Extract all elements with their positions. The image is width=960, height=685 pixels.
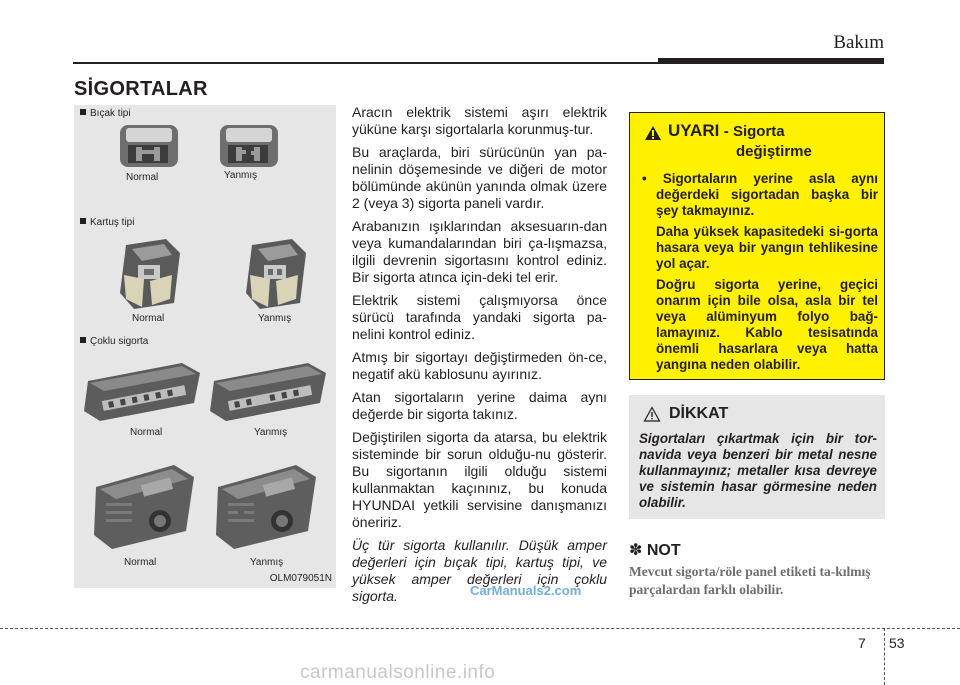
multi-fuse-cover-blown-image (214, 461, 320, 551)
warning-box (629, 112, 885, 380)
body-paragraph: Değiştirilen sigorta da atarsa, bu elektrik sisteminde bir sorun olduğu-nu gösterir. Bu sigortanın ilgili olduğu sistemi kullanmaktan kaçınınız, bu konuda HYUNDAI yetkili servisine danışmanızı öneririz. (352, 429, 607, 530)
body-text (352, 104, 607, 611)
cartridge-type-label: Kartuş tipi (80, 217, 134, 228)
warning-subtitle: - Sigorta (723, 123, 785, 140)
body-paragraph: Bu araçlarda, biri sürücünün yan pa-nelinin döşemesinde ve diğeri de motor bölümünde akünün yanında olmak üzere 2 (veya 3) sigorta paneli vardır. (352, 144, 607, 211)
body-paragraph: Arabanızın ışıklarından aksesuarın-dan veya kumandalarından biri ça-lışmazsa, ilgili devrenin sigortasını kontrol ediniz. Bir sigorta atınca için-deki tel erir. (352, 218, 607, 285)
header-rule-thick (658, 58, 884, 64)
body-paragraph: Aracın elektrik sistemi aşırı elektrik yüküne karşı sigortalarla korunmuş-tur. (352, 104, 607, 137)
multi-fuse-normal-image (82, 359, 204, 425)
blade-fuse-normal-image (118, 123, 180, 169)
blade-blown-caption: Yanmış (224, 170, 258, 181)
chapter-number: 7 (858, 635, 866, 651)
warning-body (640, 171, 878, 378)
warning-paragraph: Daha yüksek kapasitedeki si-gorta hasara veya bir yangın tehlikesine yol açar. (656, 224, 878, 271)
body-italic-paragraph: Üç tür sigorta kullanılır. Düşük amper değerleri için bıçak tipi, kartuş tipi, ve yüksek amper değerleri için çoklu sigorta. (352, 537, 607, 604)
multi-normal-caption: Normal (130, 427, 163, 438)
watermark: CarManuals2.com (470, 583, 582, 598)
caution-title: DİKKAT (669, 405, 729, 422)
page-divider (884, 628, 885, 685)
blade-fuse-blown-image (218, 123, 280, 169)
cartridge-fuse-blown-image (240, 235, 310, 313)
caution-triangle-icon (643, 406, 661, 422)
multi-fuse-label: Çoklu sigorta (80, 336, 148, 347)
chapter-title: Bakım (833, 32, 884, 53)
multi-blown-caption: Yanmış (254, 427, 288, 438)
body-paragraph: Atmış bir sigortayı değiştirmeden ön-ce, negatif akü kablosunu ayırınız. (352, 349, 607, 382)
note-title: ✽ NOT (629, 542, 681, 559)
multi-fuse-blown-image (208, 359, 330, 425)
warning-paragraph: • Sigortaların yerine asla aynı değerdeki sigortadan başka bir şey takmayınız. (642, 171, 878, 218)
body-paragraph: Atan sigortaların yerine daima aynı değerde bir sigorta takınız. (352, 389, 607, 422)
cartridge-fuse-normal-image (114, 235, 184, 313)
warning-title: UYARI (668, 121, 720, 140)
note-text: Mevcut sigorta/röle panel etiketi ta-kılmış parçalardan farklı olabilir. (629, 564, 871, 597)
caution-box (629, 395, 885, 519)
footer-rule (0, 628, 960, 629)
warning-subtitle-line2: değiştirme (736, 143, 812, 160)
warning-heading (668, 121, 898, 160)
figure-code: OLM079051N (269, 573, 332, 584)
body-paragraph: Elektrik sistemi çalışmıyorsa önce sürücü tarafında yandaki sigorta pa-nelini kontrol ediniz. (352, 292, 607, 342)
cartridge-normal-caption: Normal (132, 313, 165, 324)
multi-cover-normal-caption: Normal (124, 557, 157, 568)
footer-site-watermark: carmanualsonline.info (300, 662, 496, 683)
blade-normal-caption: Normal (126, 172, 159, 183)
cartridge-blown-caption: Yanmış (258, 313, 292, 324)
blade-type-label: Bıçak tipi (80, 108, 131, 119)
multi-fuse-cover-normal-image (92, 461, 198, 551)
multi-cover-blown-caption: Yanmış (250, 557, 284, 568)
page-number: 53 (889, 635, 905, 651)
fuse-figure (74, 105, 336, 588)
warning-triangle-icon (644, 125, 662, 141)
warning-paragraph: Doğru sigorta yerine, geçici onarım için bile olsa, asla bir tel veya alüminyum folyo bağ-lamayınız. Kablo tesisatında önemli hasarlara veya hatta yangına neden olabilir. (656, 277, 878, 372)
caution-text: Sigortaları çıkartmak için bir tor-navida veya benzeri bir metal nesne kullanmayınız; metaller kısa devreye ve sistemin hasar görmesine neden olabilir. (639, 431, 877, 510)
section-title: SİGORTALAR (74, 78, 208, 100)
